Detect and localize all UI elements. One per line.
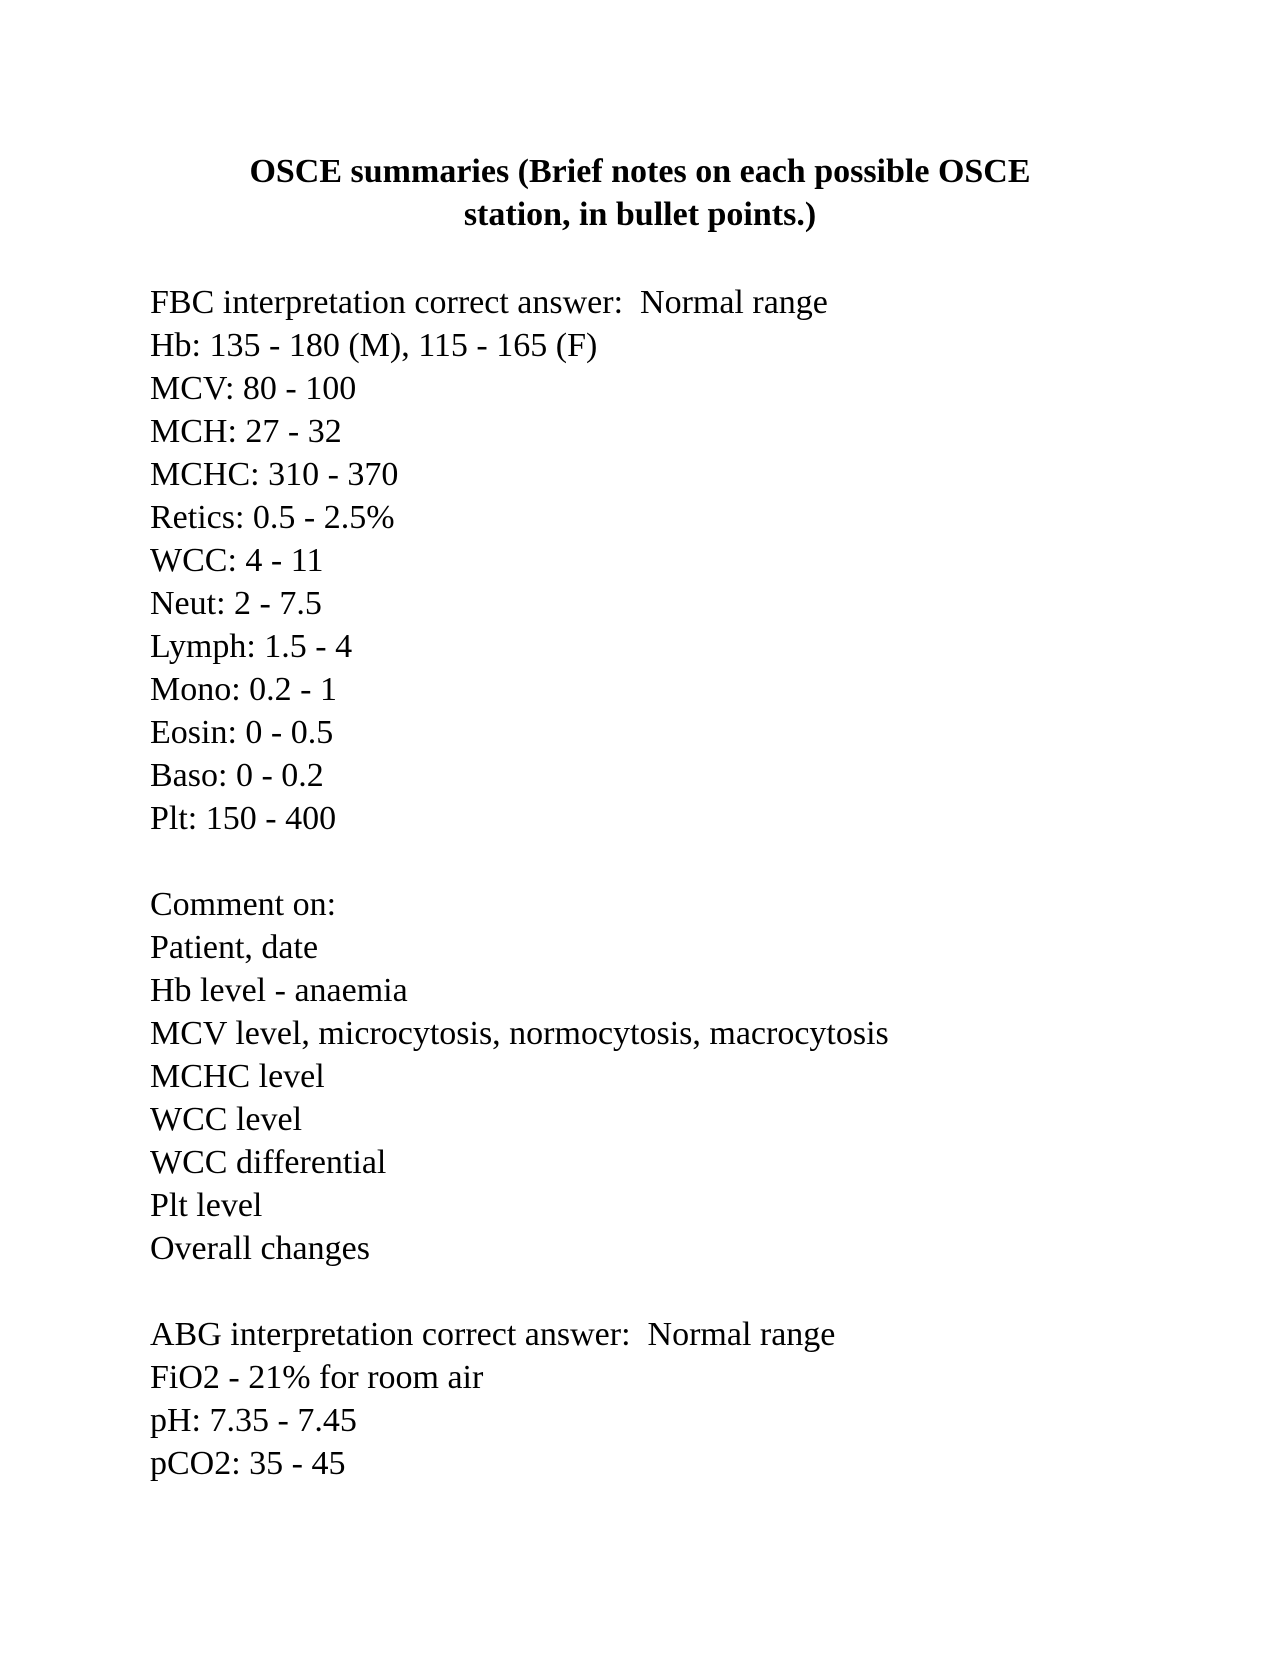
comment-section — [150, 883, 1210, 1270]
title-line-1: OSCE summaries (Brief notes on each possible OSCE — [249, 153, 1031, 190]
comment-item: WCC differential — [150, 1144, 387, 1181]
fbc-range-mchc: MCHC: 310 - 370 — [150, 456, 399, 493]
fbc-range-lymph: Lymph: 1.5 - 4 — [150, 628, 353, 665]
document-body — [150, 281, 1210, 1485]
comment-item: WCC level — [150, 1101, 303, 1138]
abg-range-fio2: FiO2 - 21% for room air — [150, 1359, 484, 1396]
fbc-range-mch: MCH: 27 - 32 — [150, 413, 342, 450]
fbc-range-hb: Hb: 135 - 180 (M), 115 - 165 (F) — [150, 327, 598, 364]
abg-section — [150, 1313, 1210, 1485]
fbc-range-plt: Plt: 150 - 400 — [150, 800, 337, 837]
fbc-range-baso: Baso: 0 - 0.2 — [150, 757, 324, 794]
abg-heading: ABG interpretation correct answer: Normal range — [150, 1316, 836, 1353]
fbc-range-eosin: Eosin: 0 - 0.5 — [150, 714, 334, 751]
comment-item: Plt level — [150, 1187, 263, 1224]
comment-item: MCHC level — [150, 1058, 325, 1095]
title-line-2: station, in bullet points.) — [463, 196, 817, 233]
comment-item: Overall changes — [150, 1230, 370, 1267]
fbc-heading: FBC interpretation correct answer: Normal range — [150, 284, 828, 321]
fbc-range-mono: Mono: 0.2 - 1 — [150, 671, 337, 708]
abg-range-pco2: pCO2: 35 - 45 — [150, 1445, 346, 1482]
document-title — [150, 150, 1130, 236]
fbc-range-wcc: WCC: 4 - 11 — [150, 542, 324, 579]
fbc-range-mcv: MCV: 80 - 100 — [150, 370, 357, 407]
abg-range-ph: pH: 7.35 - 7.45 — [150, 1402, 357, 1439]
comment-item: Patient, date — [150, 929, 319, 966]
paragraph-spacer — [150, 1270, 1210, 1313]
comment-item: MCV level, microcytosis, normocytosis, macrocytosis — [150, 1015, 889, 1052]
fbc-range-neut: Neut: 2 - 7.5 — [150, 585, 322, 622]
fbc-range-retics: Retics: 0.5 - 2.5% — [150, 499, 395, 536]
comment-item: Hb level - anaemia — [150, 972, 408, 1009]
comment-heading: Comment on: — [150, 886, 337, 923]
fbc-section — [150, 281, 1210, 840]
paragraph-spacer — [150, 840, 1210, 883]
